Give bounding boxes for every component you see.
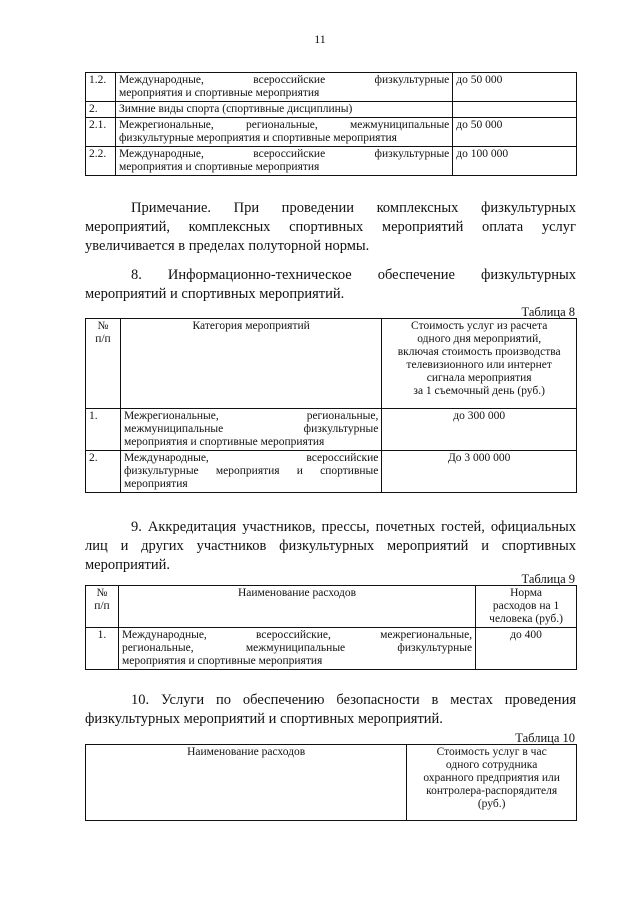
table-header-row [86, 319, 577, 409]
table-row [86, 73, 577, 102]
table-10-label: Таблица 10 [515, 731, 575, 745]
header-cost: Стоимость услуг в час одного сотрудника охранного предприятия или контролера-распорядителя (руб.) [407, 745, 577, 821]
row-name: Международные, всероссийские физкультурные мероприятия и спортивные мероприятия [120, 451, 381, 493]
row-value: до 300 000 [382, 409, 577, 451]
section-10-heading: 10. Услуги по обеспечению безопасности в местах проведения физкультурных мероприятий и спортивных мероприятий. [85, 692, 576, 727]
table-8 [85, 318, 577, 493]
table-row [86, 118, 577, 147]
table-row [86, 409, 577, 451]
row-name: Международные, всероссийские физкультурные мероприятия и спортивные мероприятия [115, 147, 452, 176]
page-number: 11 [314, 32, 326, 46]
section-8-heading: 8. Информационно-техническое обеспечение физкультурных мероприятий и спортивных мероприятий. [85, 267, 576, 302]
row-name: Межрегиональные, региональные, межмуниципальные физкультурные мероприятия и спортивные мероприятия [115, 118, 452, 147]
table-header-row [86, 586, 577, 628]
row-number: 2.1. [86, 118, 116, 147]
header-norm: Норма расходов на 1 человека (руб.) [476, 586, 577, 628]
table-9-label: Таблица 9 [521, 572, 575, 586]
section-9-heading: 9. Аккредитация участников, прессы, почетных гостей, официальных лиц и других участников физкультурных мероприятий и спортивных мероприятий. [85, 519, 576, 573]
table-row [86, 628, 577, 670]
row-value: до 50 000 [453, 118, 577, 147]
row-number: 1.2. [86, 73, 116, 102]
table-8-label: Таблица 8 [521, 305, 575, 319]
table-10 [85, 744, 577, 821]
table-top [85, 72, 577, 176]
table-header-row [86, 745, 577, 821]
row-name: Зимние виды спорта (спортивные дисциплины) [115, 102, 452, 118]
row-number: 1. [86, 628, 119, 670]
note-paragraph: Примечание. При проведении комплексных физкультурных мероприятий, комплексных спортивных мероприятий оплата услуг увеличивается в пределах полуторной нормы. [85, 200, 576, 254]
table-row [86, 102, 577, 118]
table-9 [85, 585, 577, 670]
header-cost: Стоимость услуг из расчета одного дня мероприятий, включая стоимость производства телевизионного или интернет сигнала мероприятия за 1 съемочный день (руб.) [382, 319, 577, 409]
header-number: № п/п [86, 586, 119, 628]
row-value: до 100 000 [453, 147, 577, 176]
row-number: 2. [86, 451, 121, 493]
header-name: Наименование расходов [118, 586, 475, 628]
header-number: № п/п [86, 319, 121, 409]
row-value: До 3 000 000 [382, 451, 577, 493]
row-name: Межрегиональные, региональные, межмуниципальные физкультурные мероприятия и спортивные мероприятия [120, 409, 381, 451]
row-value [453, 102, 577, 118]
row-number: 2.2. [86, 147, 116, 176]
table-row [86, 451, 577, 493]
header-name: Наименование расходов [86, 745, 407, 821]
row-name: Международные, всероссийские, межрегиональные, региональные, межмуниципальные физкультурные мероприятия и спортивные мероприятия [118, 628, 475, 670]
row-name: Международные, всероссийские физкультурные мероприятия и спортивные мероприятия [115, 73, 452, 102]
row-number: 2. [86, 102, 116, 118]
header-category: Категория мероприятий [120, 319, 381, 409]
row-value: до 400 [476, 628, 577, 670]
table-row [86, 147, 577, 176]
row-number: 1. [86, 409, 121, 451]
row-value: до 50 000 [453, 73, 577, 102]
